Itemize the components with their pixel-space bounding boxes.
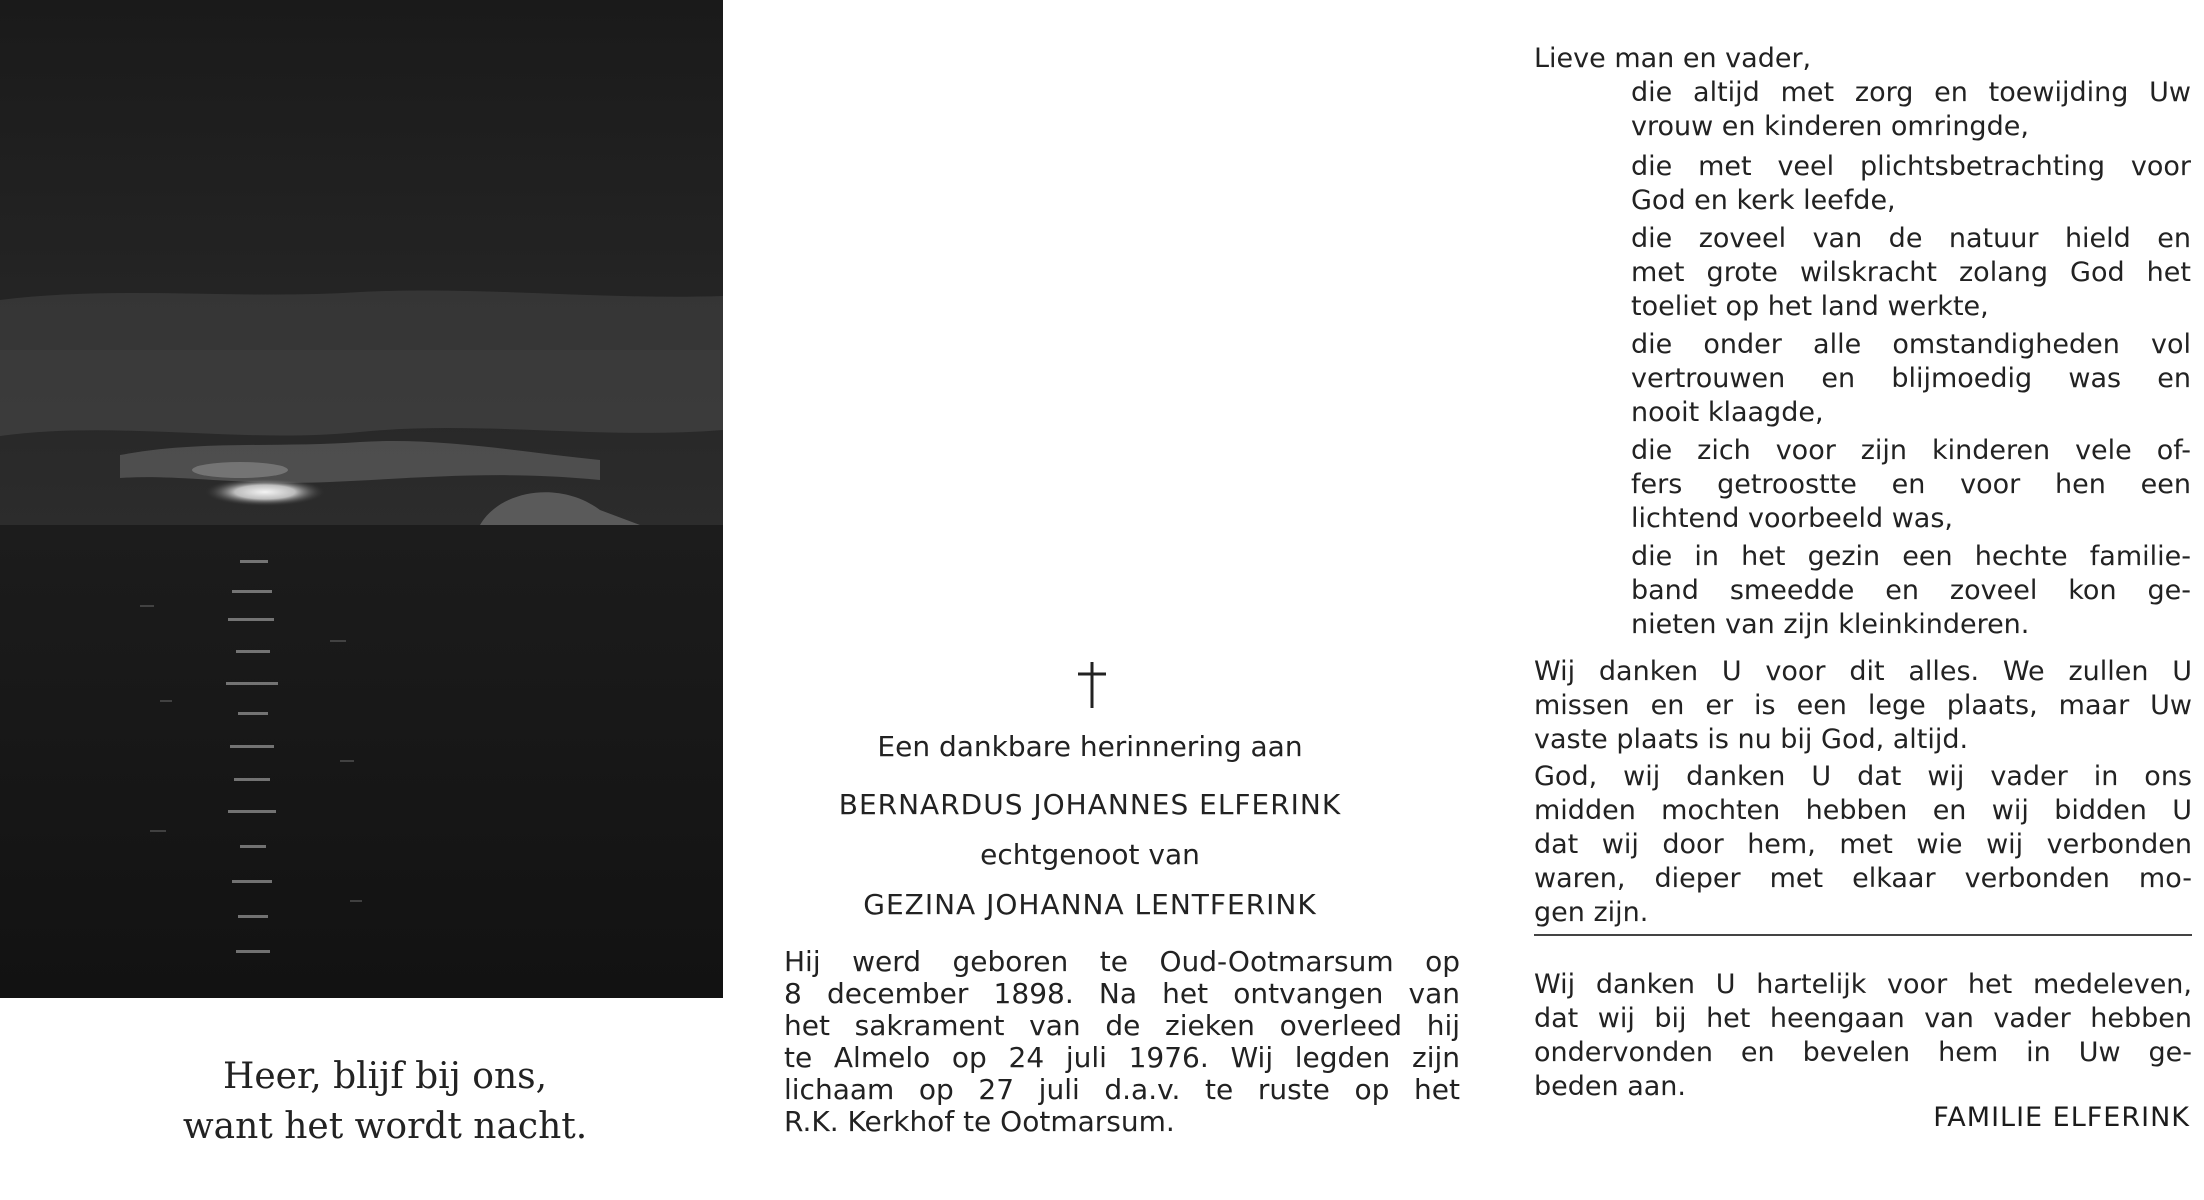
caption-line: Heer, blijf bij ons, (222, 1056, 548, 1097)
relation-text: echtgenoot van (980, 838, 1200, 871)
card-memorial-panel (740, 0, 1460, 1200)
stanza-line: die altijd met zorg en toewijding Uw (1631, 77, 2191, 108)
bio-line: te Almelo op 24 juli 1976. Wij legden zijn (784, 1041, 1460, 1074)
memorial-intro: Een dankbare herinnering aan (877, 730, 1303, 763)
stanza-line: God en kerk leefde, (1631, 185, 1896, 216)
stanza-line: die zich voor zijn kinderen vele of- (1631, 435, 2191, 466)
stanza-line: die met veel plichtsbetrachting voor (1631, 151, 2191, 182)
stanza-line: lichtend voorbeeld was, (1631, 503, 1953, 534)
paragraph-line: Wij danken U voor dit alles. We zullen U (1534, 656, 2192, 687)
stanza-line: nooit klaagde, (1631, 397, 1824, 428)
stanza-line: vertrouwen en blijmoedig was en (1631, 363, 2191, 394)
paragraph-line: ondervonden en bevelen hem in Uw ge- (1534, 1037, 2192, 1068)
stanza (1631, 76, 2191, 144)
acknowledgement-paragraph (1534, 968, 2192, 1104)
caption-line: want het wordt nacht. (182, 1106, 588, 1147)
paragraph-line: God, wij danken U dat wij vader in ons (1534, 761, 2192, 792)
greeting-line: Lieve man en vader, (1534, 43, 1812, 74)
stanza-line: fers getroostte en voor hen een (1631, 469, 2191, 500)
paragraph-line: beden aan. (1534, 1071, 1686, 1102)
stanza-line: vrouw en kinderen omringde, (1631, 111, 2029, 142)
stanza (1631, 434, 2191, 536)
bio-line: lichaam op 27 juli d.a.v. te ruste op het (784, 1073, 1460, 1106)
bio-line: het sakrament van de zieken overleed hij (784, 1009, 1460, 1042)
stanza-line: die onder alle omstandigheden vol (1631, 329, 2191, 360)
stanza-line: die in het gezin een hechte familie- (1631, 541, 2191, 572)
spouse-name: GEZINA JOHANNA LENTFERINK (863, 888, 1317, 921)
bio-line: Hij werd geboren te Oud-Ootmarsum op (784, 945, 1460, 978)
moonlit-sea-photo (0, 0, 723, 998)
cross-icon (1072, 660, 1112, 710)
verse-caption (140, 1052, 630, 1152)
prayer-paragraph (1534, 760, 2192, 930)
paragraph-line: midden mochten hebben en wij bidden U (1534, 795, 2192, 826)
card-front-panel (0, 0, 722, 1200)
biography (784, 946, 1460, 1138)
greeting (1534, 42, 2192, 76)
card-tribute-panel (1510, 0, 2204, 1200)
stanza (1631, 222, 2191, 324)
paragraph-line: Wij danken U hartelijk voor het medeleven, (1534, 969, 2192, 1000)
stanza (1631, 540, 2191, 642)
thanks-paragraph (1534, 655, 2192, 757)
paragraph-line: missen en er is een lege plaats, maar Uw (1534, 690, 2192, 721)
deceased-name: BERNARDUS JOHANNES ELFERINK (838, 788, 1342, 821)
paragraph-line: dat wij door hem, met wie wij verbonden (1534, 829, 2192, 860)
stanza (1631, 328, 2191, 430)
bio-line: 8 december 1898. Na het ontvangen van (784, 977, 1460, 1010)
stanza-line: die zoveel van de natuur hield en (1631, 223, 2191, 254)
paragraph-line: gen zijn. (1534, 897, 1649, 928)
stanza-line: toeliet op het land werkte, (1631, 291, 1989, 322)
stanza-line: band smeedde en zoveel kon ge- (1631, 575, 2191, 606)
divider (1534, 934, 2192, 936)
family-signature: FAMILIE ELFERINK (1933, 1102, 2190, 1133)
stanza-line: nieten van zijn kleinkinderen. (1631, 609, 2030, 640)
stanza (1631, 150, 2191, 218)
paragraph-line: vaste plaats is nu bij God, altijd. (1534, 724, 1969, 755)
paragraph-line: dat wij bij het heengaan van vader hebben (1534, 1003, 2192, 1034)
stanza-line: met grote wilskracht zolang God het (1631, 257, 2191, 288)
paragraph-line: waren, dieper met elkaar verbonden mo- (1534, 863, 2192, 894)
bio-line: R.K. Kerkhof te Ootmarsum. (784, 1105, 1175, 1138)
